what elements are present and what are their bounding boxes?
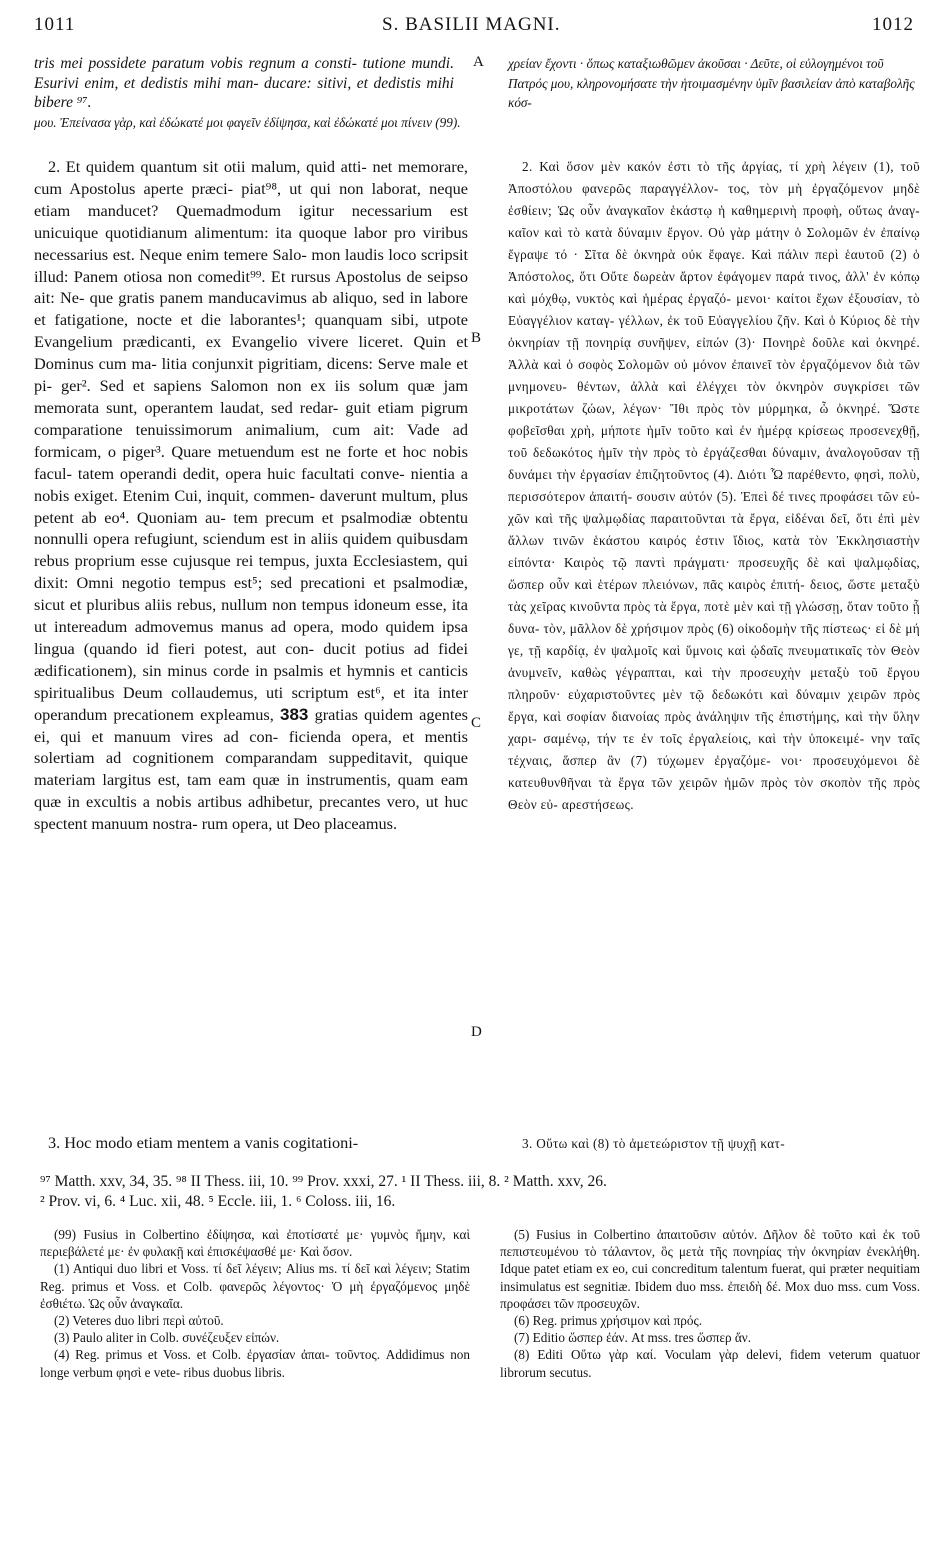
footnote: (99) Fusius in Colbertino ἐδίψησα, καὶ ἐποτίσατέ με· γυμνὸς ἤμην, καὶ περιεβάλετέ με· ἐν φυλακῇ καὶ ἐπισκέψασθέ με· Καὶ ὅσον.	[40, 1227, 470, 1260]
column-number: 383	[279, 704, 309, 724]
reference-line: ² Prov. vi, 6. ⁴ Luc. xii, 48. ⁵ Eccle. iii, 1. ⁶ Coloss. iii, 16.	[40, 1193, 396, 1210]
footnote: (3) Paulo aliter in Colb. συνέζευξεν εἰπών.	[54, 1330, 280, 1346]
greek-paragraph-3: 3. Οὕτω καὶ (8) τὸ ἀμετεώριστον τῇ ψυχῇ κατ-	[522, 1136, 785, 1151]
footnotes-left	[40, 1226, 470, 1381]
greek-paragraph-2: 2. Καὶ ὅσον μὲν κακόν ἐστι τὸ τῆς ἀργίας, τί χρὴ λέγειν (1), τοῦ Ἀποστόλου φανερῶς παραγγέλλον- τος, τὸν μὴ ἐργαζόμενον μηδὲ ἐσθίειν; Ὡς οὖν ἀναγκαῖον ἑκάστῳ ἡ καθημερινὴ προφὴ, οὕτως ἀναγ- καῖον καὶ τὸ κατὰ δύναμιν ἔργον. Οὐ γὰρ μάτην ὁ Σολομῶν ἐν ἐπαίνῳ ἔγραψε τό · Σῖτα δὲ ὀκνηρὰ οὐκ ἔφαγε. Καὶ πάλιν περὶ ἑαυτοῦ (2) ὁ Ἀπόστολος, ὅτι Οὔτε δωρεὰν ἄρτον ἐφάγομεν παρά τινος, ἀλλ' ἐν κόπῳ καὶ μόχθῳ, νυκτὸς καὶ ἡμέρας ἐργαζό- μενοι· καίτοι ἔχων ἐξουσίαν, τὸ Εὐαγγέλιον καταγ- γέλλων, ἐκ τοῦ Εὐαγγελίου ζῆν. Καὶ ὁ Κύριος δὲ τὴν ὀκνηρίαν τῇ πονηρίᾳ συνῆψεν, εἰπών (3)· Πονηρὲ δοῦλε καὶ ὀκνηρέ. Ἀλλὰ καὶ ὁ σοφὸς Σολομῶν οὐ μόνον ἐπαινεῖ τὸν ἐργαζόμενον διὰ τῶν μνημονευ- θέντων, ἀλλὰ καὶ ἐλέγχει τὸν ὀκνηρὸν συγκρίσει τῶν μικροτάτων ζώων, λέγων· Ἴθι πρὸς τὸν μύρμηκα, ὦ ὀκνηρέ. Ὥστε φοβεῖσθαι χρὴ, μήποτε ἡμῖν τοῦτο καὶ ἐν ἡμέρᾳ κρίσεως προσενεχθῇ, τοῦ δεδωκότος ἡμῖν τὴν πρὸς τὸ ἐργάζεσθαι δύναμιν, ἀναλογοῦσαν τῇ δυνάμει τὴν ἐργασίαν ἐπιζητοῦντος (4). Διότι Ὧ παρέθεντο, φησὶ, πολὺ, περισσότερον ἀπαιτή- σουσιν αὐτόν (5). Ἐπεὶ δέ τινες προφάσει τῶν εὐ- χῶν καὶ τῆς ψαλμῳδίας παραιτοῦνται τὰ ἔργα, εἰδέναι δεῖ, ὅτι ἐπὶ μὲν ἄλλων τινῶν ἑκάστου καιρός ἐστιν ἴδιος, κατὰ τὸν Ἐκκλησιαστὴν εἰπόντα· Καιρὸς τῷ παντὶ πράγματι· προσευχῆς δὲ καὶ ψαλμῳδίας, ὥσπερ οὖν καὶ ἑτέρων πλειόνων, πᾶς καιρὸς ἐπιτή- δειος, ὥστε μεταξὺ τὰς χεῖρας κινοῦντα πρὸς τὰ ἔργα, ποτὲ μὲν καὶ τῇ γλώσσῃ, ὅταν τοῦτο ᾖ δυνα- τὸν, μᾶλλον δὲ χρήσιμον πρὸς (6) οἰκοδομὴν τῆς πίστεως· εἰ δὲ μή γε, τῇ καρδίᾳ, ἐν ψαλμοῖς καὶ ὕμνοις καὶ ᾠδαῖς πνευματικαῖς τὸν Θεὸν ἀνυμνεῖν, καθὼς γέγραπται, καὶ τὴν προσευχὴν μεταξὺ τοῦ ἔργου πληροῦν· εὐχαριστοῦντες μὲν τῷ δεδωκότι καὶ δύναμιν χειρῶν πρὸς ἔργα, καὶ σοφίαν διανοίας πρὸς ἀνάληψιν τῆς ἐπιστήμης, καὶ τὴν ὕλην χαρι- σαμένῳ, τήν τε ἐν τοῖς ἐργαλείοις, καὶ τὴν ὑποκειμέ- νην ταῖς τέχναις, ἅσπερ ἂν (7) τύχωμεν ἐργαζόμε- νοι· προσευχόμενοι δὲ κατευθυνθῆναι τὰ ἔργα τῶν χειρῶν ἡμῶν πρὸς τὸν σκοπὸν τῆς πρὸς Θεὸν εὐ- αρεστήσεως.	[508, 159, 920, 812]
latin-paragraph-3: 3. Hoc modo etiam mentem a vanis cogitationi-	[48, 1133, 359, 1152]
margin-letter-d: D	[471, 1024, 482, 1040]
footnote: (2) Veteres duo libri περὶ αὐτοῦ.	[54, 1313, 224, 1329]
footnote: (6) Reg. primus χρήσιμον καὶ πρός.	[514, 1313, 702, 1329]
page-number-right: 1012	[872, 14, 914, 35]
latin-paragraph-2-body: 2. Et quidem quantum sit otii malum, quid atti- net memorare, cum Apostolus aperte præci- piat⁹⁸, ut qui non laborat, neque etiam manducet? Quemadmodum igitur necessarium est unicuique quotidianum alimentum: ita quoque labor pro viribus necessarius est. Neque enim temere Salo- mon laudis loco scripsit illud: Panem otiosa non comedit⁹⁹. Et rursus Apostolus de seipso ait: Ne- que gratis panem manducavimus ab aliquo, sed in labore et fatigatione, nocte et die laborantes¹; quanquam sibi, utpote Evangelium prædicanti, ex Evangelio vivere liceret. Quin et Dominus cum ma- litia conjunxit pigritiam, dicens: Serve male et pi- ger². Sed et sapiens Salomon non ex iis solum quæ jam memorata sunt, operantem laudat, sed redar- guit etiam pigrum comparatione tenuissimorum animalium, cum ait: Vade ad formicam, o piger³. Quare metuendum est ne forte et hoc nobis facul- tatem operandi dedit, opera huic facultati conve- nientia a nobis exiget. Etenim Cui, inquit, commen- daverunt multum, plus petent ab eo⁴. Quoniam au- tem precum et psalmodiæ obtentu nonnulli opera refugiunt, sciendum est in aliis quidem quibusdam rebus proprium esse cujusque rei tempus, juxta Ecclesiastem, qui dixit: Omni negotio tempus est⁵; sed precationi et psalmodiæ, sicut et pluribus aliis rebus, nullum non tempus idoneum esse, ita ut intereadum admovemus manus ad opera, modo quidem ipsa lingua (quando id fieri potest, aut con- ducit potius ad fidei ædificationem), sin minus corde in psalmis et hymnis et canticis spiritualibus Deum collaudemus, uti scriptum est⁶, et ita inter operandum precationem expleamus,	[34, 157, 468, 724]
footnote: (5) Fusius in Colbertino ἀπαιτοῦσιν αὐτόν. Δῆλον δὲ τοῦτο καὶ ἐκ τοῦ πεπιστευμένου τὸ τάλαντον, ὃς μετὰ τῆς πονηρίας τὴν ὀκνηρίαν ἐνεκλήθη. Idque patet etiam ex eo, cui concreditum talentum fuerat, qui præter nequitiam insimulatus est segnitiæ. Ibidem duo mss. ἐπειδὴ δέ. Mox duo mss. cum Voss. προφάσει τῶν προσευχῶν.	[500, 1227, 920, 1311]
footnote: (1) Antiqui duo libri et Voss. τί δεῖ λέγειν; Alius ms. τί δεῖ καὶ λέγειν; Statim Reg. primus et Voss. et Colb. φανερῶς λέγοντος· Ὁ μὴ ἐργαζόμενος μηδὲ ἐσθιέτω. Ὡς οὖν ἀναγκαῖα.	[40, 1261, 470, 1311]
running-title: S. BASILII MAGNI.	[382, 14, 561, 35]
greek-top-text: χρείαν ἔχοντι · ὅπως καταξιωθῶμεν ἀκοῦσαι · Δεῦτε, οἱ εὐλογημένοι τοῦ Πατρός μου, κληρονομήσατε τὴν ἡτοιμασμένην ὑμῖν βασιλείαν ἀπὸ καταβολῆς κόσ-	[508, 56, 915, 110]
latin-paragraph-2-end: gratias quidem agentes ei, qui et manuum vires ad con- ficienda opera, et mentis solertiam ad cognitionem comparandam suppeditavit, quique materiam largitus est, tam eam quæ in instrumentis, quam eam quæ in excultis a nobis artibus adhibetur, precantes vero, ut huc spectent manuum nostra- rum opera, ut Deo placeamus.	[34, 704, 468, 834]
scripture-references	[40, 1172, 920, 1212]
footnote: (4) Reg. primus et Voss. et Colb. ἐργασίαν ἀπαι- τοῦντος. Addidimus non longe verbum φησὶ e vete- ribus duobus libris.	[40, 1347, 470, 1380]
page-number-left: 1011	[34, 14, 76, 35]
margin-letter-c: C	[471, 715, 482, 731]
reference-line: ⁹⁷ Matth. xxv, 34, 35. ⁹⁸ II Thess. iii, 10. ⁹⁹ Prov. xxxi, 27. ¹ II Thess. iii, 8. ² Matth. xxv, 26.	[40, 1173, 607, 1190]
latin-paragraph-2	[34, 156, 468, 1068]
greek-top-full-line: μου. Ἐπείνασα γὰρ, καὶ ἐδώκατέ μοι φαγεῖν ἐδίψησα, καὶ ἐδώκατέ μοι πίνειν (99).	[34, 115, 461, 130]
margin-letter-b: B	[471, 330, 482, 346]
margin-letter-a: A	[473, 54, 484, 70]
footnote: (8) Editi Οὕτω γὰρ καί. Voculam γὰρ delevi, fidem veterum quatuor librorum secutus.	[500, 1347, 920, 1380]
footnote: (7) Editio ὥσπερ ἐάν. At mss. tres ὥσπερ ἄν.	[514, 1330, 752, 1346]
footnotes-right	[500, 1226, 920, 1381]
latin-top-text: tris mei possidete paratum vobis regnum a consti- tutione mundi. Esurivi enim, et dedistis mihi man- ducare: sitivi, et dedistis mihi bibere ⁹⁷.	[34, 55, 454, 111]
